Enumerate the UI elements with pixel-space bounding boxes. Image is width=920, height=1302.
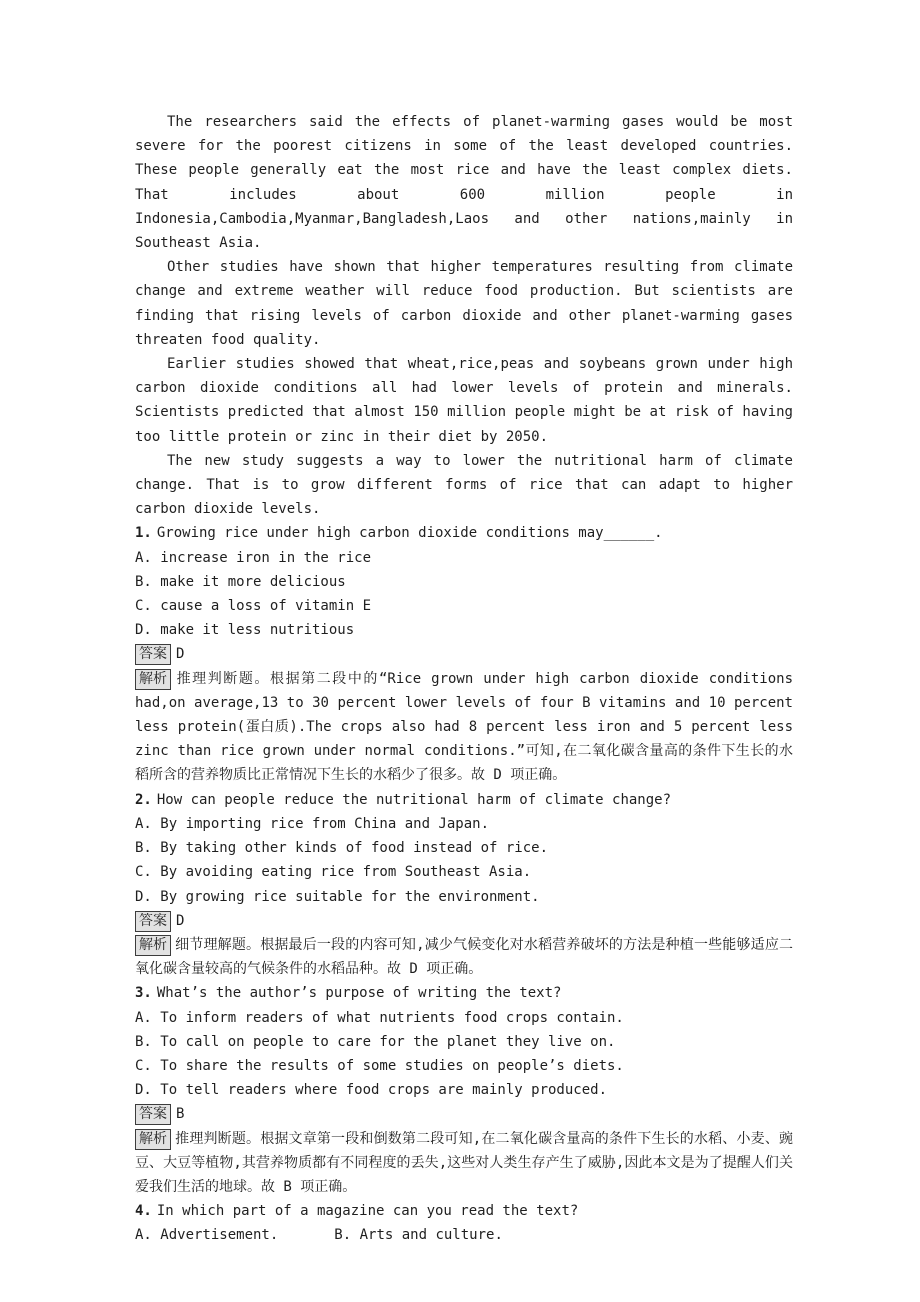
question-3-answer-row — [135, 1102, 793, 1126]
question-4-stem-line — [135, 1199, 793, 1223]
question-4-stem: In which part of a magazine can you read the text? — [156, 1203, 579, 1220]
question-1-option-c: C. cause a loss of vitamin E — [135, 598, 372, 615]
answer-tag: 答案 — [135, 1104, 171, 1125]
question-1-analysis-text: 推理判断题。根据第二段中的“Rice grown under high carbon dioxide conditions had,on average,13 to 30 percent lower levels of four B vitamins and 10 percent less protein(蛋白质).The crops also had 8 percent less iron and 5 percent less zinc than rice grown under normal conditions.”可知,在二氧化碳含量高的条件下生长的水稻所含的营养物质比正常情况下生长的水稻少了很多。故 D 项正确。 — [135, 670, 793, 784]
question-4-option-b: B. Arts and culture. — [334, 1227, 503, 1244]
question-2 — [135, 788, 793, 982]
question-2-stem: How can people reduce the nutritional harm of climate change? — [156, 791, 672, 808]
passage-paragraph-1: The researchers said the effects of planet-warming gases would be most severe for the poorest citizens in some of the least developed countries. These people generally eat the most rice and have the least complex diets. That includes about 600 million people in Indonesia,Cambodia,Myanmar,Bangladesh,Laos and other nations,mainly in Southeast Asia. — [135, 114, 793, 252]
question-3-option-a: A. To inform readers of what nutrients food crops contain. — [135, 1009, 624, 1026]
question-4 — [135, 1199, 793, 1247]
question-1-analysis-row — [135, 667, 793, 788]
question-1-stem-line — [135, 521, 793, 545]
question-1 — [135, 521, 793, 787]
question-2-option-c: C. By avoiding eating rice from Southeast Asia. — [135, 864, 532, 881]
question-3-number: 3. — [135, 985, 152, 1002]
question-1-option-d: D. make it less nutritious — [135, 622, 355, 639]
passage-paragraph-3: Earlier studies showed that wheat,rice,peas and soybeans grown under high carbon dioxide conditions all had lower levels of protein and minerals. Scientists predicted that almost 150 million people might be at risk of having too little protein or zinc in their diet by 2050. — [135, 356, 793, 445]
question-2-number: 2. — [135, 791, 152, 808]
answer-tag: 答案 — [135, 644, 171, 665]
question-1-answer-value: D — [176, 646, 185, 663]
question-3-option-b: B. To call on people to care for the planet they live on. — [135, 1033, 616, 1050]
question-2-analysis-text: 细节理解题。根据最后一段的内容可知,减少气候变化对水稻营养破坏的方法是种植一些能够适应二氧化碳含量较高的气候条件的水稻品种。故 D 项正确。 — [135, 936, 793, 978]
question-4-options-row — [135, 1223, 793, 1247]
question-2-stem-line — [135, 788, 793, 812]
question-1-stem: Growing rice under high carbon dioxide conditions may______. — [156, 525, 663, 542]
question-3-stem-line — [135, 981, 793, 1005]
worksheet-page — [135, 110, 793, 1248]
question-3-answer-value: B — [176, 1106, 185, 1123]
question-1-number: 1. — [135, 525, 152, 542]
passage-paragraph-2: Other studies have shown that higher temperatures resulting from climate change and extreme weather will reduce food production. But scientists are finding that rising levels of carbon dioxide and other planet-warming gases threaten food quality. — [135, 259, 793, 348]
question-1-option-a: A. increase iron in the rice — [135, 549, 372, 566]
question-2-option-a: A. By importing rice from China and Japan. — [135, 815, 490, 832]
question-3-analysis-row — [135, 1127, 793, 1200]
question-2-option-b: B. By taking other kinds of food instead of rice. — [135, 840, 549, 857]
question-2-answer-row — [135, 909, 793, 933]
passage-paragraph-4: The new study suggests a way to lower the nutritional harm of climate change. That is to grow different forms of rice that can adapt to higher carbon dioxide levels. — [135, 452, 793, 518]
question-3-analysis-text: 推理判断题。根据文章第一段和倒数第二段可知,在二氧化碳含量高的条件下生长的水稻、小麦、豌豆、大豆等植物,其营养物质都有不同程度的丢失,这些对人类生存产生了威胁,因此本文是为了提醒人们关爱我们生活的地球。故 B 项正确。 — [135, 1130, 793, 1195]
question-2-analysis-row — [135, 933, 793, 981]
analysis-tag: 解析 — [135, 935, 171, 956]
question-3-option-d: D. To tell readers where food crops are mainly produced. — [135, 1082, 608, 1099]
question-4-option-a: A. Advertisement. — [135, 1227, 279, 1244]
question-2-option-d: D. By growing rice suitable for the environment. — [135, 888, 540, 905]
question-4-number: 4. — [135, 1203, 152, 1220]
question-2-answer-value: D — [176, 912, 185, 929]
answer-tag: 答案 — [135, 911, 171, 932]
question-1-option-b: B. make it more delicious — [135, 573, 346, 590]
question-1-answer-row — [135, 642, 793, 666]
question-3 — [135, 981, 793, 1199]
question-3-option-c: C. To share the results of some studies on people’s diets. — [135, 1057, 624, 1074]
question-3-stem: What’s the author’s purpose of writing the text? — [156, 985, 562, 1002]
analysis-tag: 解析 — [135, 1129, 171, 1150]
analysis-tag: 解析 — [135, 669, 171, 690]
